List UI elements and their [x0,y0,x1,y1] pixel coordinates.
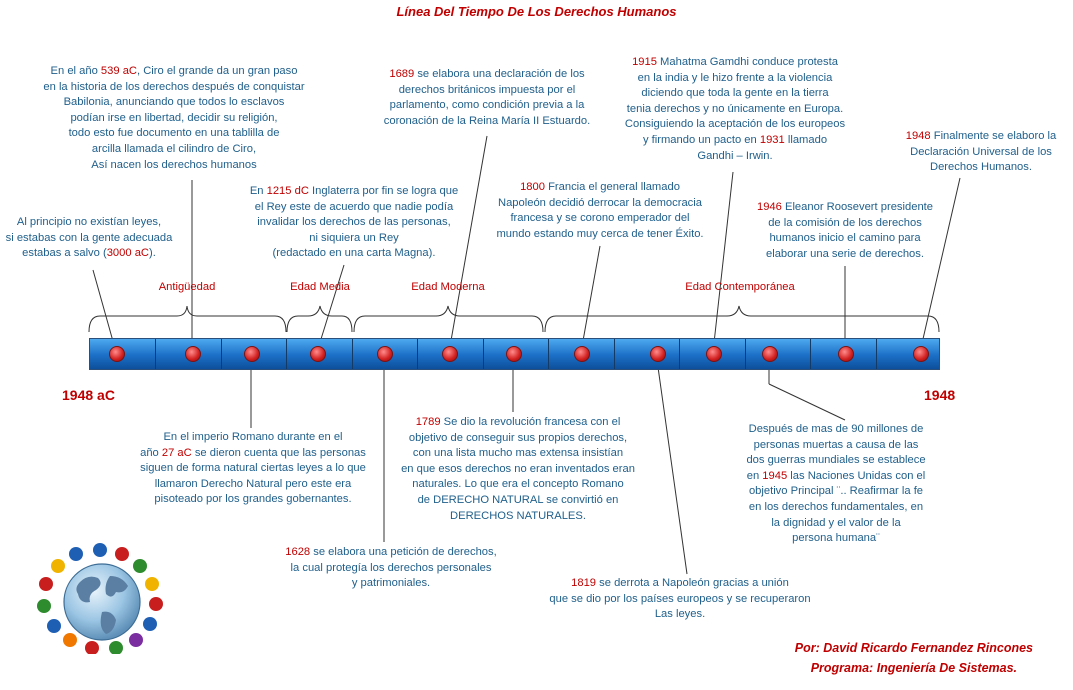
start-year-label: 1948 aC [62,387,115,403]
bar-divider [483,339,484,369]
bar-divider [876,339,877,369]
timeline-dot-27ac [244,346,260,362]
timeline-dot-1215 [310,346,326,362]
page-title: Línea Del Tiempo De Los Derechos Humanos [396,4,677,19]
timeline-dot-1915 [706,346,722,362]
globe-people-illustration [32,536,168,654]
era-edad-media: Edad Media [290,281,350,293]
event-1946: 1946 Eleanor Roosevert presidente de la comisión de los derechos humanos inicio el camino para elaborar una serie de derechos. [756,201,933,260]
timeline-dot-3000ac [109,346,125,362]
bar-divider [548,339,549,369]
timeline-dot-1819 [650,346,666,362]
event-1945: Después de mas de 90 millones de personas muertas a causa de las dos guerras mundiales se establece en 1945 las Naciones Unidas con el objetivo Principal ¨.. Reafirmar la fe en los derechos fundamentales, en la dignidad y el valor de la persona humana¨ [746,423,926,545]
era-edad-contemporanea: Edad Contemporánea [685,281,795,293]
timeline-dot-1945 [762,346,778,362]
timeline-dot-1800 [574,346,590,362]
event-1800: 1800 Francia el general llamado Napoleón decidió derrocar la democracia francesa y se corono emperador del mundo estando muy cerca de tener Éxito. [496,181,704,240]
event-3000ac: Al principio no existían leyes, si estabas con la gente adecuada estabas a salvo (3000 aC). [5,216,173,260]
event-1789: 1789 Se dio la revolución francesa con el objetivo de conseguir sus propios derechos, con una lista mucho mas extensa insistían en que esos derechos no eran inventados eran naturales. Lo que era el concepto Romano de DERECHO NATURAL se convirtió en DERECHOS NATURALES. [401,416,635,522]
timeline-dot-539ac [185,346,201,362]
author-credit [795,638,1033,678]
timeline-dot-1946 [838,346,854,362]
timeline-dot-1689 [442,346,458,362]
event-1689: 1689 se elabora una declaración de los derechos británicos impuesta por el parlamento, como condición previa a la coronación de la Reina María II Estuardo. [383,68,591,127]
author-name: Por: David Ricardo Fernandez Rincones [794,641,1033,655]
timeline-dot-1948 [913,346,929,362]
bar-divider [352,339,353,369]
author-program: Programa: Ingeniería De Sistemas. [810,661,1018,675]
event-27ac: En el imperio Romano durante en el año 27 aC se dieron cuenta que las personas siguen de forma natural ciertas leyes a lo que llamaron Derecho Natural pero este era pisoteado por los grandes gobernantes. [140,431,366,506]
event-1948: 1948 Finalmente se elaboro la Declaración Universal de los Derechos Humanos. [905,130,1057,174]
timeline-dot-1789 [506,346,522,362]
event-1819: 1819 se derrota a Napoleón gracias a unión que se dio por los países europeos y se recuperaron Las leyes. [549,577,811,621]
bar-divider [810,339,811,369]
bar-divider [417,339,418,369]
end-year-label: 1948 [924,387,956,403]
event-1915: 1915 Mahatma Gamdhi conduce protesta en la india y le hizo frente a la violencia diciendo que toda la gente en la tierra tenia derechos y no únicamente en Europa. Consiguiendo la aceptación de los europeos y firmando un pacto en 1931 llamado Gandhi – Irwin. [624,56,846,162]
era-edad-moderna: Edad Moderna [411,281,485,293]
event-1628: 1628 se elabora una petición de derechos, la cual protegía los derechos personales y patrimoniales. [285,546,497,590]
bar-divider [614,339,615,369]
event-539ac: En el año 539 aC, Ciro el grande da un gran paso en la historia de los derechos después de conquistar Babilonia, anunciando que todos lo esclavos podían irse en libertad, decidir su religión, todo esto fue documento en una tablilla de arcilla llamada el cilindro de Ciro, Así nacen los derechos humanos [43,65,305,171]
bar-divider [155,339,156,369]
timeline-dot-1628 [377,346,393,362]
bar-divider [679,339,680,369]
bar-divider [745,339,746,369]
era-antiguedad: Antigüedad [158,281,216,293]
bar-divider [221,339,222,369]
event-1215: En 1215 dC Inglaterra por fin se logra que el Rey este de acuerdo que nadie podía invalidar los derechos de las personas, ni siquiera un Rey (redactado en una carta Magna). [249,185,459,260]
bar-divider [286,339,287,369]
